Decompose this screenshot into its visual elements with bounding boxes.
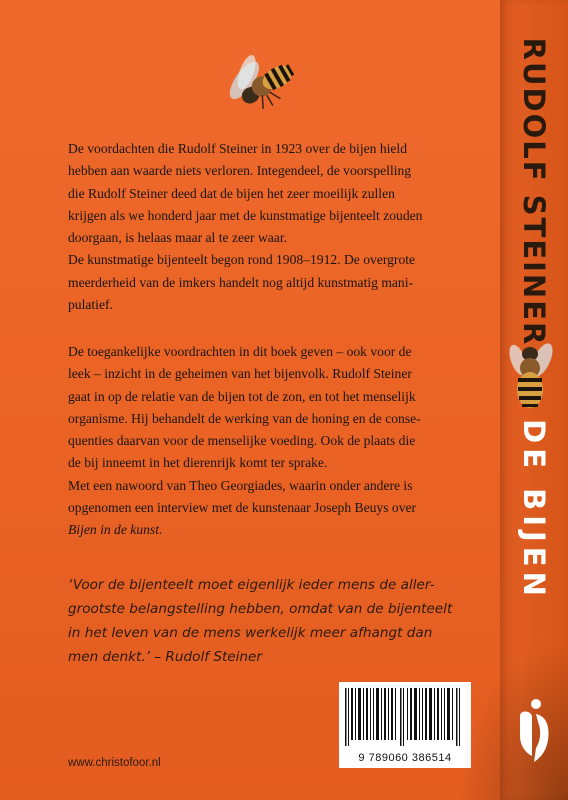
text-line: De voordachten die Rudolf Steiner in 1923 over de bijen hield bbox=[68, 141, 408, 156]
barcode-icon bbox=[345, 688, 465, 746]
text-line: leek – inzicht in de geheimen van het bijenvolk. Rudolf Steiner bbox=[68, 366, 412, 382]
quote bbox=[68, 573, 493, 669]
spine-author: RUDOLF STEINER bbox=[517, 37, 551, 347]
publisher-logo-icon bbox=[510, 696, 556, 766]
text-line: quenties daarvan voor de menselijke voeding. Ook de plaats die bbox=[68, 433, 416, 449]
quote-line: ‘Voor de bijenteelt moet eigenlijk ieder mens de aller- bbox=[68, 577, 435, 593]
text-line: gaat in op de relatie van de bijen tot de zon, en tot het menselijk bbox=[68, 388, 416, 404]
text-line: De kunstmatige bijenteelt begon rond 1908–1912. De overgrote bbox=[68, 252, 416, 268]
description-paragraph-2 bbox=[68, 341, 488, 542]
text-line: pulatief. bbox=[68, 297, 113, 313]
publisher-website: www.christofoor.nl bbox=[68, 757, 161, 769]
text-line: de bij inneemt in het dierenrijk komt ter sprake. bbox=[68, 455, 328, 471]
bee-spine-illustration-icon bbox=[500, 338, 562, 414]
quote-line: in het leven van de mens werkelijk meer afhangt dan bbox=[68, 625, 433, 641]
text-line: doorgaan, is helaas maar al te zeer waar. bbox=[68, 230, 288, 246]
text-line: meerderheid van de imkers handelt nog altijd kunstmatig mani- bbox=[68, 274, 414, 290]
book-title-italic: Bijen in de kunst. bbox=[68, 522, 163, 538]
text-line: organisme. Hij behandelt de werking van de honing en de conse- bbox=[68, 410, 421, 426]
quote-line: men denkt.’ – Rudolf Steiner bbox=[68, 649, 262, 665]
text-line: hebben aan waarde niets verloren. Integendeel, de voorspelling bbox=[68, 163, 412, 179]
isbn-number: 9 789060 386514 bbox=[358, 752, 452, 764]
text-line: die Rudolf Steiner deed dat de bijen het zeer moeilijk zullen bbox=[68, 185, 395, 201]
spine-title: DE BIJEN bbox=[517, 419, 551, 601]
text-line: Met een nawoord van Theo Georgiades, waarin onder andere is bbox=[68, 477, 413, 493]
description-paragraph-1 bbox=[68, 138, 488, 316]
barcode bbox=[339, 682, 471, 768]
text-line: De toegankelijke voordrachten in dit boek geven – ook voor de bbox=[68, 344, 412, 359]
bee-illustration-icon bbox=[225, 40, 305, 120]
quote-line: grootste belangstelling hebben, omdat van de bijenteelt bbox=[68, 601, 453, 617]
text-line: krijgen als we honderd jaar met de kunstmatige bijenteelt zouden bbox=[68, 207, 423, 223]
text-line: opgenomen een interview met de kunstenaar Joseph Beuys over bbox=[68, 500, 417, 516]
